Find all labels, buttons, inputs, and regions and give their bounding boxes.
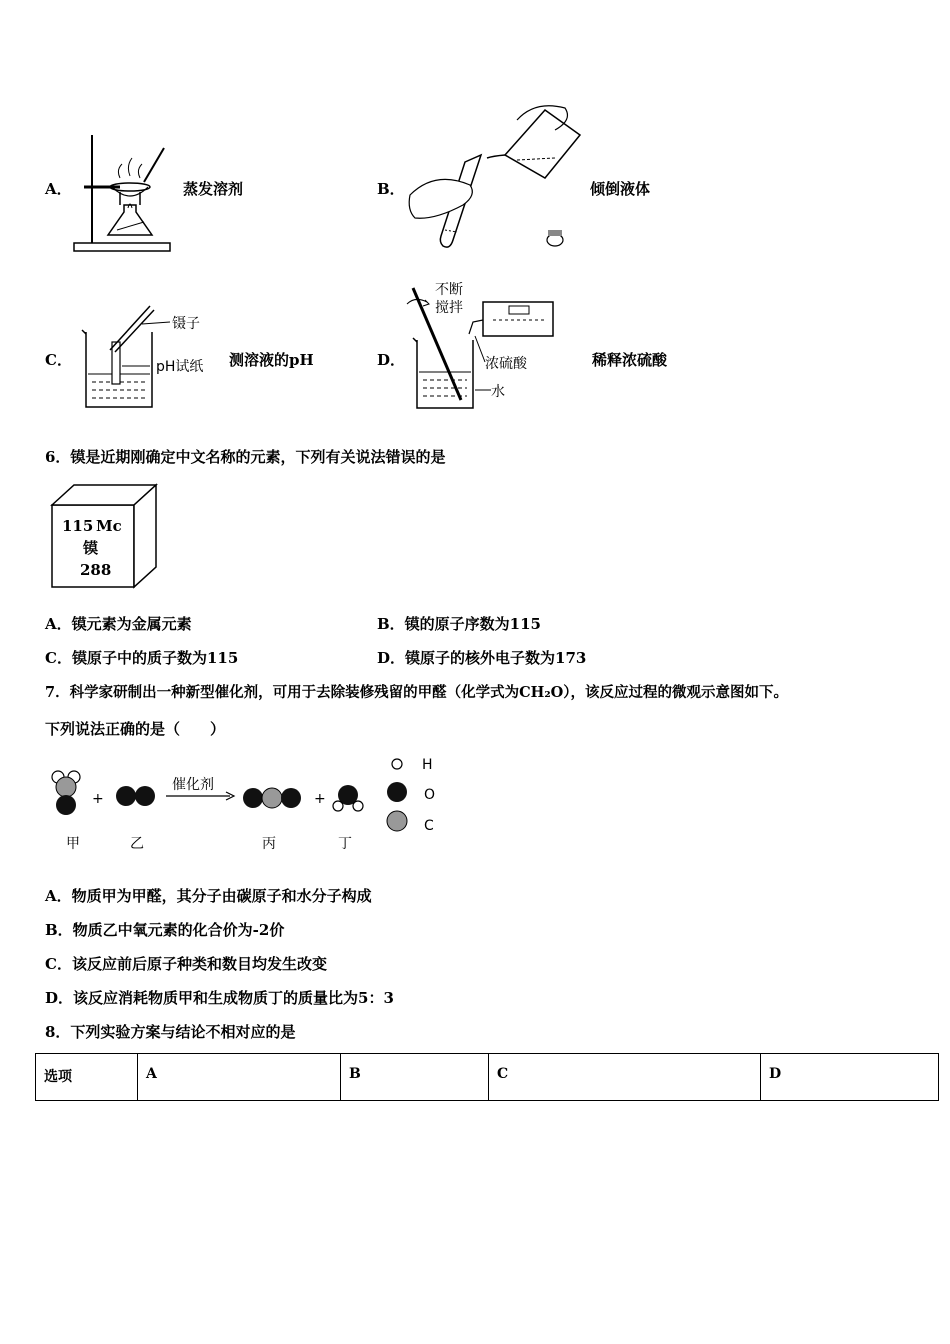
water-label: 水 bbox=[491, 384, 505, 400]
pour-liquid-figure bbox=[405, 100, 585, 255]
q7-option-c: C．该反应前后原子种类和数目均发生改变 bbox=[45, 955, 327, 973]
element-symbol: Mc bbox=[96, 517, 122, 535]
q5-option-b-caption: 倾倒液体 bbox=[590, 180, 651, 198]
reactant-name-jia: 甲 bbox=[66, 836, 80, 852]
q8-stem: 8．下列实验方案与结论不相对应的是 bbox=[45, 1023, 296, 1041]
stir-label-1: 不断 bbox=[435, 282, 463, 298]
plus-sign-1: + bbox=[92, 791, 104, 807]
q5-option-d-caption: 稀释浓硫酸 bbox=[592, 351, 668, 369]
q6-stem: 6．镆是近期刚确定中文名称的元素，下列有关说法错误的是 bbox=[45, 448, 446, 466]
element-mass: 288 bbox=[80, 561, 112, 579]
element-number: 115 bbox=[62, 517, 94, 535]
table-header-row bbox=[36, 1054, 939, 1101]
product-name-bing: 丙 bbox=[262, 836, 276, 852]
q6-option-c: C．镆原子中的质子数为115 bbox=[45, 649, 239, 667]
table-header-a: A bbox=[138, 1054, 341, 1101]
q7-option-b: B．物质乙中氧元素的化合价为-2价 bbox=[45, 921, 285, 939]
table-header-d: D bbox=[761, 1054, 939, 1101]
table-header-option: 选项 bbox=[36, 1054, 138, 1101]
tweezers-label: 镊子 bbox=[172, 316, 200, 332]
legend-o: O bbox=[424, 787, 436, 803]
measure-ph-figure bbox=[80, 302, 230, 412]
q5-option-a-caption: 蒸发溶剂 bbox=[183, 180, 244, 198]
evaporation-apparatus-figure bbox=[72, 130, 182, 255]
q7-option-d: D．该反应消耗物质甲和生成物质丁的质量比为5：3 bbox=[45, 989, 394, 1007]
catalyst-label: 催化剂 bbox=[172, 777, 214, 793]
legend-h: H bbox=[422, 757, 433, 773]
q8-table bbox=[35, 1053, 939, 1101]
ph-paper-label: pH试纸 bbox=[156, 359, 204, 375]
q5-option-d-letter: D． bbox=[377, 351, 406, 369]
table-header-c: C bbox=[489, 1054, 761, 1101]
legend-c: C bbox=[424, 818, 434, 834]
reaction-diagram bbox=[40, 755, 460, 855]
element-card bbox=[50, 483, 160, 593]
product-name-ding: 丁 bbox=[338, 836, 352, 852]
q7-stem-line1: 7．科学家研制出一种新型催化剂，可用于去除装修残留的甲醛（化学式为CH₂O），该反应过程的微观示意图如下。 bbox=[45, 684, 789, 701]
dilute-acid-figure bbox=[405, 282, 565, 412]
q6-option-d: D．镆原子的核外电子数为173 bbox=[377, 649, 587, 667]
table-header-b: B bbox=[341, 1054, 489, 1101]
q6-option-b: B．镆的原子序数为115 bbox=[377, 615, 541, 633]
plus-sign-2: + bbox=[314, 791, 326, 807]
q6-option-a: A．镆元素为金属元素 bbox=[45, 615, 192, 633]
stir-label-2: 搅拌 bbox=[435, 300, 463, 316]
q7-stem-line2: 下列说法正确的是（ ） bbox=[45, 720, 226, 738]
q5-option-a-letter: A． bbox=[45, 180, 72, 198]
reactant-name-yi: 乙 bbox=[130, 836, 144, 852]
q7-option-a: A．物质甲为甲醛，其分子由碳原子和水分子构成 bbox=[45, 887, 372, 905]
acid-label: 浓硫酸 bbox=[485, 356, 527, 372]
q5-option-c-caption: 测溶液的pH bbox=[229, 351, 314, 369]
element-name: 镆 bbox=[83, 539, 99, 557]
q5-option-c-letter: C． bbox=[45, 351, 72, 369]
q5-option-b-letter: B． bbox=[377, 180, 405, 198]
